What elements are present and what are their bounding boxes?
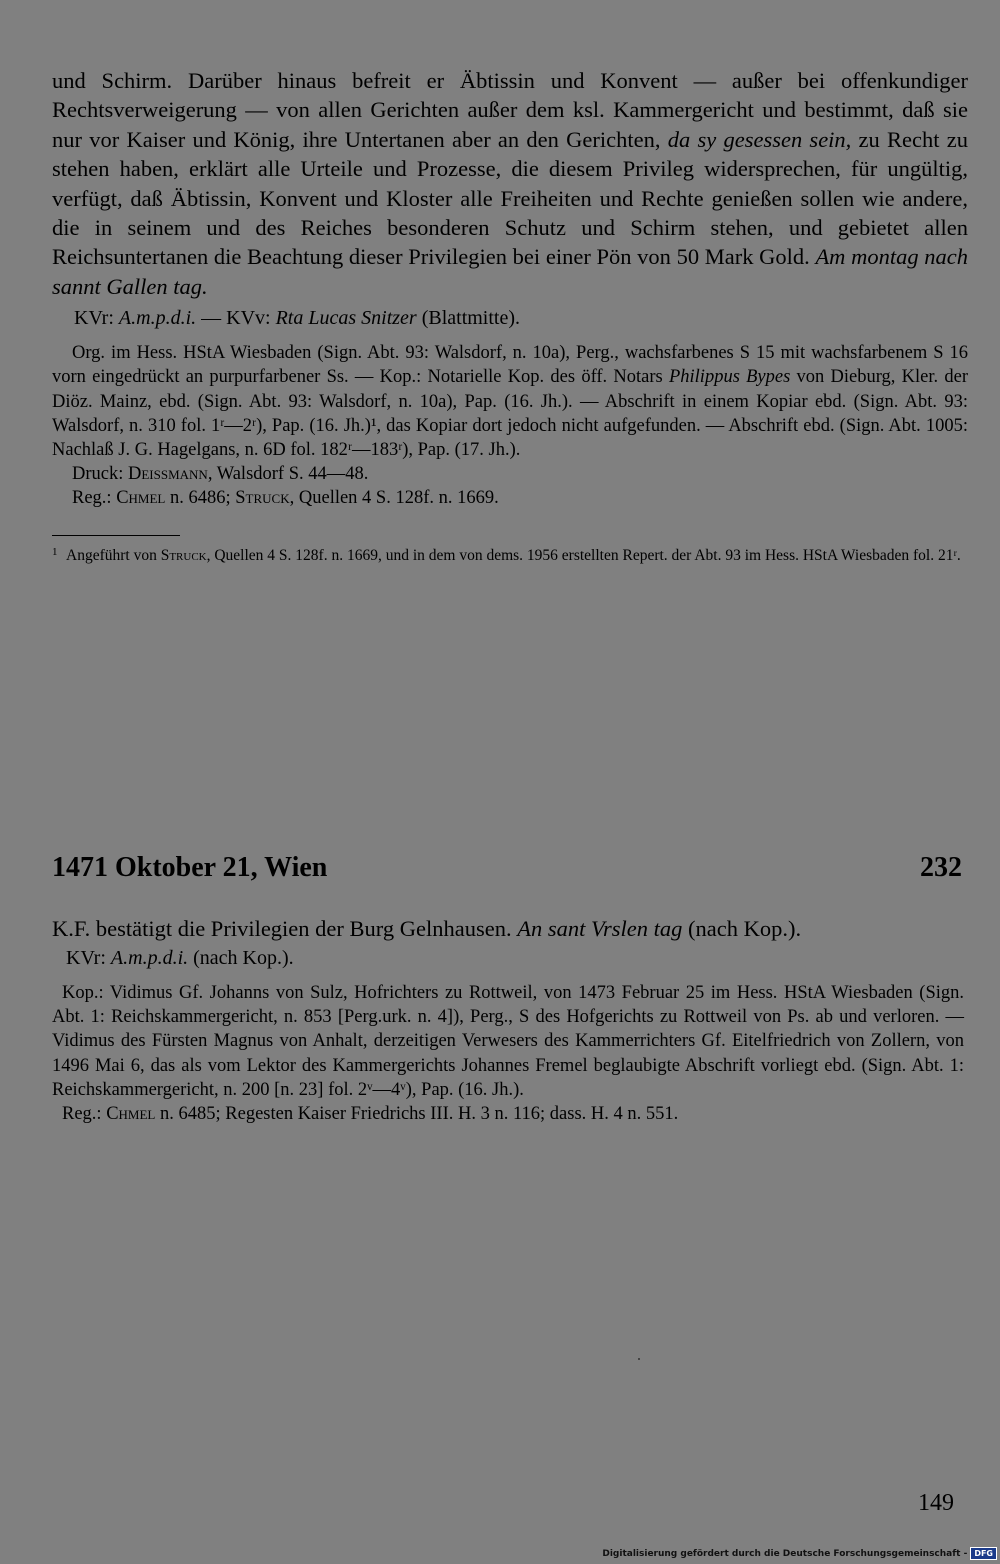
reg-author: Chmel — [106, 1104, 156, 1125]
footnote — [52, 546, 968, 565]
footnote-mark: 1 — [52, 545, 58, 558]
reg-author: Chmel — [116, 488, 166, 509]
druck-label: Druck: — [72, 464, 128, 485]
digitization-footer — [602, 1547, 997, 1560]
page-number: 149 — [918, 1490, 954, 1516]
kopie-note: Kop.: Vidimus Gf. Johanns von Sulz, Hofrichters zu Rottweil, von 1473 Februar 25 im Hess. HStA Wiesbaden (Sign. Abt. 1: Reichskammergericht, n. 853 [Perg.urk. n. 4]), Perg., S des Hofgerichts zu Rottweil von Ps. ab und verloren. — Vidimus des Fürsten Magnus von Anhalt, derzeitigen Verwesers des Kammerrichters Gf. Eitelfriedrich von Zollern, von 1496 Mai 6, das als vom Lektor des Kammergerichts Johannes Fremel beglaubigte Abschrift vorliegt ebd. (Sign. Abt. 1: Reichskammergericht, n. 200 [n. 23] fol. 2ᵛ—4ᵛ), Pap. (16. Jh.). — [52, 983, 964, 1100]
entry-number: 232 — [920, 852, 962, 883]
kvr-note: (nach Kop.). — [188, 947, 294, 969]
kvv-note: (Blattmitte). — [416, 307, 521, 330]
kvv-label: — KVv: — [196, 307, 271, 330]
regest-part: und Schirm. Darüber hinaus befreit er Äbtissin und Konvent — außer bei offenkundiger Rechtsverweigerung — von allen Gerichten außer dem ksl. Kammergericht und bestimmt, daß sie nur vor Kaiser und König, ihre Untertanen aber an den Gerichten, — [52, 68, 968, 152]
kvr-value: A.m.p.d.i. — [118, 307, 197, 330]
regest-text — [52, 66, 968, 301]
kanzleivermerk-line — [66, 945, 964, 971]
source-notes — [52, 981, 964, 1102]
original-note — [52, 341, 968, 462]
dfg-logo: DFG — [970, 1547, 997, 1560]
reg-line — [62, 1102, 964, 1126]
footer-text: Digitalisierung gefördert durch die Deutsche Forschungsgemeinschaft - — [602, 1548, 968, 1559]
date-clause: An sant Vrslen tag — [517, 916, 683, 941]
regest-part: zu Recht zu stehen haben, erklärt alle Urteile und Prozesse, die diesem Privileg widersprechen, für ungültig, verfügt, daß Äbtissin, Konvent und Kloster alle Freiheiten und Rechte genießen sollen wie andere, die in seinem und des Reiches besonderen Schutz und Schirm stehen, und gebietet allen Reichsuntertanen die Beachtung dieser Privilegien bei einer Pön von 50 Mark Gold. — [52, 126, 968, 270]
druck-ref: , Walsdorf S. 44—48. — [207, 464, 369, 485]
druck-author: Deissmann — [128, 464, 208, 485]
reg-author: Struck — [235, 488, 290, 509]
regest-text — [52, 915, 964, 943]
regest-part: K.F. bestätigt die Privilegien der Burg Gelnhausen. — [52, 916, 518, 941]
reg-label: Reg.: — [62, 1104, 107, 1125]
entry-232 — [52, 915, 964, 1126]
footnote-author: Struck — [160, 546, 207, 564]
note-part: Org. im Hess. HStA Wiesbaden (Sign. Abt. 93: Walsdorf, n. 10a), Perg., wachsfarbenes S 15 mit wachsfarbenem S 16 vorn eingedrückt an purpurfarbener Ss. — Kop.: Notarielle Kop. des öff. Notars — [52, 343, 968, 388]
entry-231-continuation — [52, 66, 968, 565]
regest-part: (nach Kop.). — [682, 916, 802, 941]
druck-line — [72, 462, 968, 486]
reg-ref: n. 6486; — [165, 488, 236, 509]
kvr-value: A.m.p.d.i. — [110, 947, 189, 969]
footnote-rule — [52, 535, 180, 536]
reg-label: Reg.: — [72, 488, 117, 509]
reg-ref: n. 6485; Regesten Kaiser Friedrichs III. H. 3 n. 116; dass. H. 4 n. 551. — [155, 1104, 679, 1125]
footnote-text: , Quellen 4 S. 128f. n. 1669, und in dem von dems. 1956 erstellten Repert. der Abt. 93 im Hess. HStA Wiesbaden fol. 21ʳ. — [206, 546, 961, 564]
kvr-label: KVr: — [74, 307, 114, 330]
note-part: von Dieburg, Kler. der Diöz. Mainz, ebd. (Sign. Abt. 93: Walsdorf, n. 10a), Pap. (16. Jh.). — Abschrift in einem Kopiar ebd. (Sign. Abt. 93: Walsdorf, n. 310 fol. 1ʳ—2ʳ), Pap. (16. Jh.)¹, das Kopiar dort jedoch nicht aufgefunden. — Abschrift ebd. (Sign. Abt. 1005: Nachlaß J. G. Hagelgans, n. 6D fol. 182ʳ—183ʳ), Pap. (17. Jh.). — [52, 367, 968, 461]
entry-date-place: 1471 Oktober 21, Wien — [52, 852, 328, 883]
notary-name: Philippus Bypes — [668, 367, 791, 388]
speck — [638, 1358, 640, 1360]
kvv-value: Rta Lucas Snitzer — [275, 307, 417, 330]
kanzleivermerk-line — [74, 305, 968, 331]
date-clause: Am montag nach sannt Gallen tag. — [52, 244, 968, 299]
source-notes — [52, 341, 968, 462]
footnote-text: Angeführt von — [66, 546, 161, 564]
entry-heading — [52, 850, 962, 886]
reg-line — [72, 486, 968, 510]
quote-italic: da sy gesessen sein, — [667, 126, 852, 152]
kvr-label: KVr: — [66, 947, 111, 969]
reg-ref: , Quellen 4 S. 128f. n. 1669. — [289, 488, 499, 509]
